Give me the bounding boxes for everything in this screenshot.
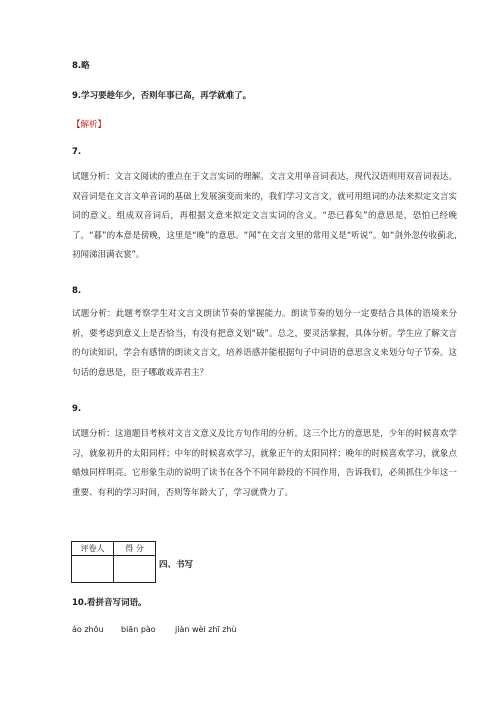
q7-number: 7. (72, 147, 82, 157)
pinyin-item: biān pào (121, 625, 156, 634)
score-table-grader-cell (72, 556, 114, 583)
score-table-score-header: 得 分 (114, 542, 156, 556)
q8-number: 8. (72, 286, 82, 296)
section-title: 四、书写 (159, 560, 194, 570)
analysis-label: 【解析】 (72, 120, 107, 130)
q8-analysis: 试题分析：此题考察学生对文言文朗读节奏的掌握能力。朗读节奏的划分一定要结合具体的语境来分析，要考虑到意义上是否恰当，有没有把意义划“破”。总之，要灵活掌握，具体分析。学生应了解文言的句读知识，学会有感情的朗读文言文，培养语感并能根据句子中词语的意思含义来划分句子节奏。这句话的意思是，臣子哪敢戏弄君主？ (72, 309, 457, 378)
q9-answer: 9.学习要趁年少，否则年事已高，再学就难了。 (72, 91, 252, 101)
score-table-score-cell (114, 556, 156, 583)
pinyin-item: áo zhōu (72, 625, 104, 634)
q9-analysis: 试题分析：这道题目考核对文言文意义及比方句作用的分析。这三个比方的意思是，少年的时候喜欢学习，就象初升的太阳同样；中年的时候喜欢学习，就象正午的太阳同样；晚年的时候喜欢学习，就象点蜡烛同样明亮。它形象生动的说明了读书在各个不同年龄段的不同作用，告诉我们，必须抓住少年这一重要、有利的学习时间，否则等年龄大了，学习就费力了。 (72, 429, 457, 498)
pinyin-item: jiàn wèi zhī zhù (175, 625, 237, 634)
q9-number: 9. (72, 404, 82, 414)
q10-title: 10.看拼音写词语。 (72, 598, 147, 608)
q7-analysis: 试题分析：文言文阅读的重点在于文言实词的理解。文言文用单音词表达，现代汉语则用双音词表达。双音词是在文言文单音词的基础上发展演变而来的，我们学习文言文，就可用组词的办法来拟定文言实词的意义。组成双音词后，再根据文意来拟定文言实词的含义。“恐已暮矣”的意思是，恐怕已经晚了。“暮”的本意是傍晚，这里是“晚”的意思。“闻”在文言文里的常用义是“听说”。如“剑外忽传收蓟北,初闻涕泪满衣裳”。 (72, 172, 457, 260)
q8-answer: 8.略 (72, 61, 90, 71)
score-table-grader-header: 评卷人 (72, 542, 114, 556)
score-table (71, 541, 156, 583)
